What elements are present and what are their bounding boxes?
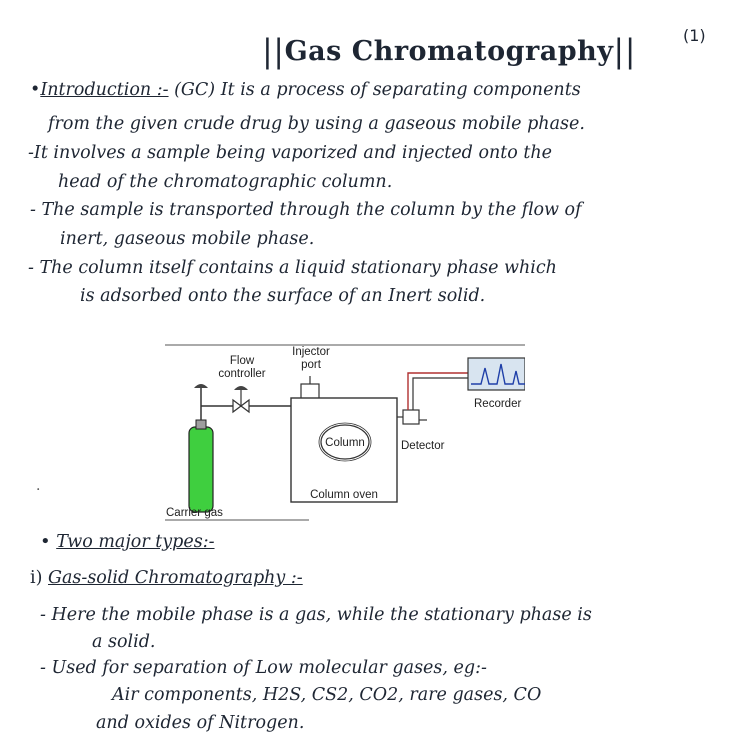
column-label: Column xyxy=(325,437,365,449)
gc-apparatus-diagram xyxy=(163,340,525,525)
type1-line-3: - Used for separation of Low molecular gases, eg:- xyxy=(40,658,487,678)
type1-line-4: Air components, H2S, CS2, CO2, rare gases, CO xyxy=(112,685,542,705)
intro-line-1: •Introduction :- (GC) It is a process of separating components xyxy=(30,80,581,100)
intro-line-6: inert, gaseous mobile phase. xyxy=(60,229,315,249)
type1-line-5: and oxides of Nitrogen. xyxy=(96,713,305,733)
recorder-label: Recorder xyxy=(474,398,522,410)
regulator-knob-icon xyxy=(194,384,208,388)
flow-controller-label-1: Flow xyxy=(229,355,255,367)
type1-line-2: a solid. xyxy=(92,632,156,652)
detector-box xyxy=(403,410,419,424)
column-oven-label: Column oven xyxy=(310,489,378,501)
intro-line-3: -It involves a sample being vaporized and injected onto the xyxy=(28,143,553,163)
stray-mark: · xyxy=(36,482,41,498)
column-oven-box xyxy=(291,398,397,502)
injector-label-1: Injector xyxy=(292,346,330,358)
type1-heading: Gas-solid Chromatography :- xyxy=(48,568,303,588)
intro-line-5: - The sample is transported through the column by the flow of xyxy=(30,200,582,220)
carrier-gas-cylinder xyxy=(189,420,213,512)
intro-text-1: (GC) It is a process of separating components xyxy=(174,80,581,100)
page-number: (1) xyxy=(683,26,706,45)
intro-line-7: - The column itself contains a liquid stationary phase which xyxy=(28,258,557,278)
signal-wire-black xyxy=(413,378,468,410)
injector-label-2: port xyxy=(301,359,321,371)
types-heading: Two major types:- xyxy=(56,532,215,552)
flow-controller-label-2: controller xyxy=(218,368,266,380)
type1-heading-line: i) Gas-solid Chromatography :- xyxy=(30,568,303,588)
page-title: ||Gas Chromatography|| xyxy=(262,32,636,70)
flow-controller-valve-icon xyxy=(233,386,249,412)
intro-line-4: head of the chromatographic column. xyxy=(58,172,393,192)
detector-label: Detector xyxy=(401,440,445,452)
carrier-gas-label: Carrier gas xyxy=(166,507,223,519)
intro-line-2: from the given crude drug by using a gaseous mobile phase. xyxy=(48,114,585,134)
types-heading-line: • Two major types:- xyxy=(40,531,215,552)
type1-line-1: - Here the mobile phase is a gas, while the stationary phase is xyxy=(40,605,592,625)
intro-line-8: is adsorbed onto the surface of an Inert solid. xyxy=(80,286,486,306)
intro-heading: Introduction :- xyxy=(40,80,169,100)
